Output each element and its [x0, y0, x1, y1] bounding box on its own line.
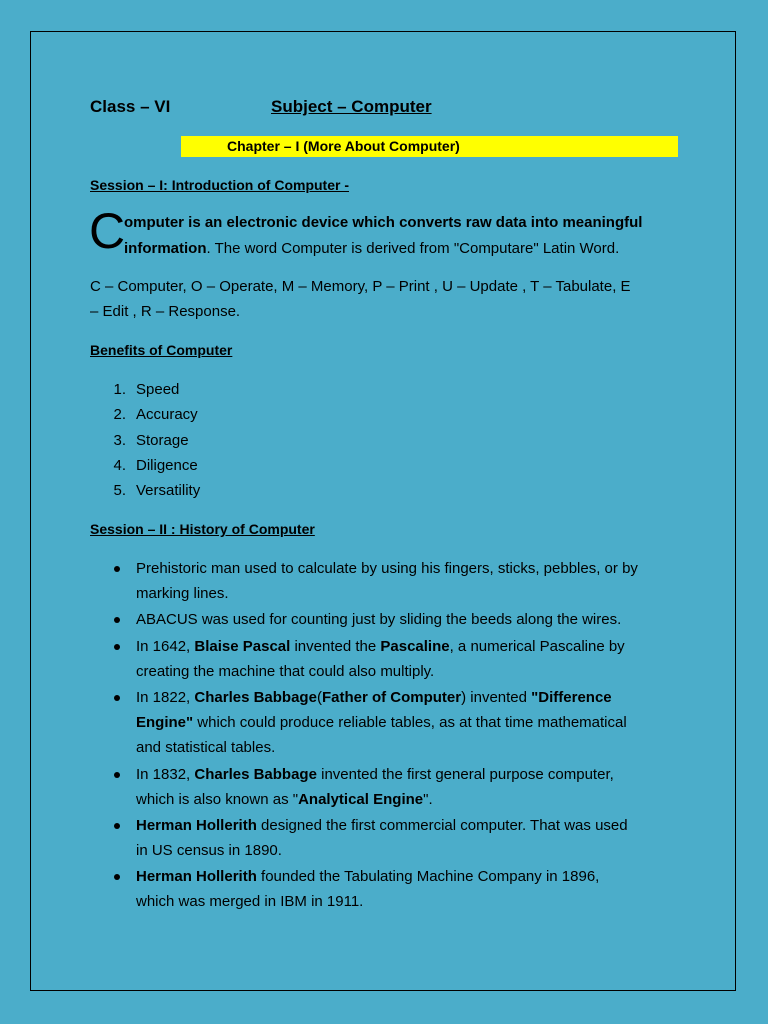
class-label: Class – VI	[90, 97, 171, 116]
benefit-item: Storage	[136, 432, 189, 449]
history-item-4-line-2	[136, 714, 627, 731]
history-bold: Analytical Engine	[298, 791, 424, 808]
session-1-title: Session – I: Introduction of Computer -	[90, 177, 349, 193]
history-text: ) invented	[461, 689, 532, 706]
intro-line-2-rest: . The word Computer is derived from "Computare" Latin Word.	[206, 240, 620, 257]
history-bold: Charles Babbage	[194, 689, 317, 706]
history-item-4-line-3: and statistical tables.	[136, 739, 276, 756]
history-text: which could produce reliable tables, as at that time mathematical	[193, 714, 627, 731]
bullet-icon	[114, 874, 120, 880]
history-text: invented the	[290, 638, 381, 655]
bullet-icon	[114, 566, 120, 572]
information-word: information	[124, 240, 207, 257]
history-item-5-line-2	[136, 791, 433, 808]
history-text: invented the first general purpose computer,	[316, 766, 614, 783]
session-2-title: Session – II : History of Computer	[90, 521, 315, 537]
history-text: In 1822,	[136, 689, 195, 706]
history-item-6-line-1	[136, 817, 628, 834]
benefit-number: 2.	[113, 406, 126, 423]
history-item-1-line-1: Prehistoric man used to calculate by using his fingers, sticks, pebbles, or by	[136, 560, 638, 577]
benefit-number: 1.	[113, 381, 126, 398]
benefits-title: Benefits of Computer	[90, 342, 233, 358]
history-bold: Blaise Pascal	[194, 638, 291, 655]
history-item-3-line-1	[136, 638, 625, 655]
history-text: which is also known as "	[136, 791, 299, 808]
history-item-1-line-2: marking lines.	[136, 585, 229, 602]
history-text: In 1832,	[136, 766, 195, 783]
acronym-line-2: – Edit , R – Response.	[90, 303, 241, 320]
benefit-number: 5.	[113, 482, 126, 499]
chapter-highlight	[181, 136, 678, 157]
benefit-number: 4.	[113, 457, 126, 474]
benefit-item: Versatility	[136, 482, 201, 499]
history-text: (	[316, 689, 322, 706]
drop-cap: C	[89, 203, 126, 259]
history-bold: Engine"	[136, 714, 194, 731]
history-item-3-line-2: creating the machine that could also multiply.	[136, 663, 435, 680]
history-item-4-line-1	[136, 689, 612, 706]
bullet-icon	[114, 772, 120, 778]
history-bold: Charles Babbage	[194, 766, 317, 783]
benefit-item: Accuracy	[136, 406, 198, 423]
history-bold: Father of Computer	[321, 689, 462, 706]
bullet-icon	[114, 823, 120, 829]
benefit-number: 3.	[113, 432, 126, 449]
history-text: founded the Tabulating Machine Company in 1896,	[256, 868, 600, 885]
history-bold: Herman Hollerith	[136, 868, 257, 885]
history-item-7-line-1	[136, 868, 599, 885]
benefit-item: Speed	[136, 381, 180, 398]
bullet-icon	[114, 644, 120, 650]
history-bold: Pascaline	[380, 638, 450, 655]
history-item-2-line-1: ABACUS was used for counting just by sliding the beeds along the wires.	[136, 611, 622, 628]
chapter-title: Chapter – I (More About Computer)	[227, 138, 460, 154]
history-item-5-line-1	[136, 766, 614, 783]
intro-line-2	[124, 240, 619, 257]
history-bold: Herman Hollerith	[136, 817, 257, 834]
history-item-6-line-2: in US census in 1890.	[136, 842, 282, 859]
benefit-item: Diligence	[136, 457, 198, 474]
bullet-icon	[114, 695, 120, 701]
history-text: , a numerical Pascaline by	[449, 638, 625, 655]
history-item-7-line-2: which was merged in IBM in 1911.	[136, 893, 364, 910]
history-text: ".	[423, 791, 433, 808]
history-text: designed the first commercial computer. That was used	[256, 817, 628, 834]
intro-line-1: omputer is an electronic device which converts raw data into meaningful	[124, 214, 643, 231]
bullet-icon	[114, 617, 120, 623]
history-bold: "Difference	[531, 689, 612, 706]
subject-label: Subject – Computer	[271, 97, 432, 116]
history-text: In 1642,	[136, 638, 195, 655]
acronym-line-1: C – Computer, O – Operate, M – Memory, P – Print , U – Update , T – Tabulate, E	[90, 278, 631, 295]
